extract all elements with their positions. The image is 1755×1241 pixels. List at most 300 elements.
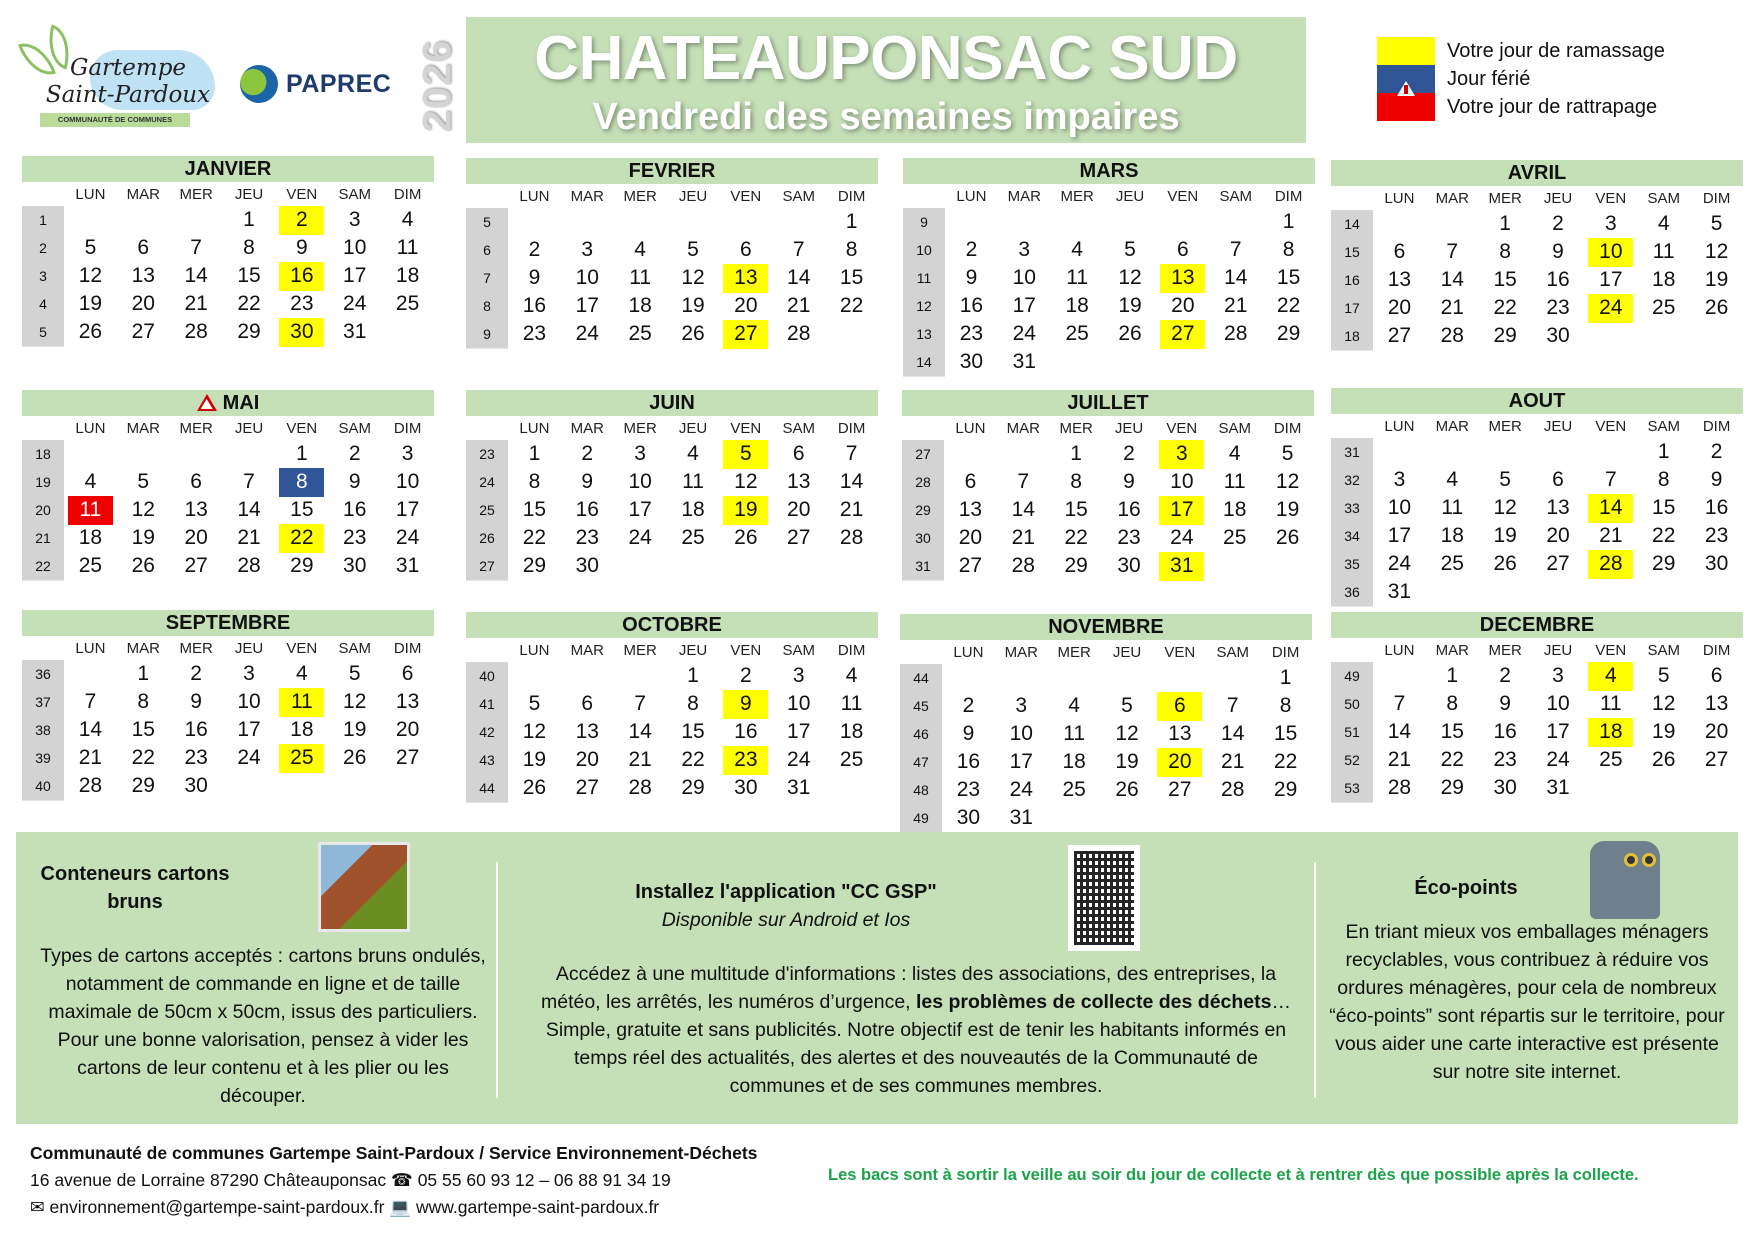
day-cell: 25 (279, 744, 324, 773)
day-cell: 23 (290, 292, 314, 315)
weekday-header-row (1331, 414, 1743, 438)
week-number: 6 (466, 236, 508, 265)
day-cell: 13 (1387, 268, 1412, 291)
day-cell: 4 (845, 664, 858, 687)
qr-code[interactable] (1068, 845, 1140, 951)
legend-label-collect: Votre jour de ramassage (1447, 40, 1665, 62)
day-cell: 27 (1546, 552, 1570, 575)
title-banner (466, 17, 1306, 143)
weekday-header-row (900, 640, 1312, 664)
day-cell: 18 (1652, 268, 1676, 291)
weekday-label: MER (179, 419, 213, 437)
month-aout (1331, 388, 1743, 606)
weekday-label: SAM (1647, 417, 1680, 435)
weekday-label: DIM (1702, 189, 1731, 207)
day-cell: 13 (131, 264, 155, 287)
weekday-label: LUN (956, 187, 987, 205)
weekday-label: MER (623, 419, 657, 437)
day-cell: 14 (1440, 268, 1464, 291)
week-number: 32 (1331, 466, 1373, 495)
week-row (466, 774, 878, 802)
day-cell (829, 552, 874, 581)
day-cell: 21 (78, 746, 103, 769)
weekday-label: MAR (1006, 419, 1040, 437)
week-row (22, 552, 434, 580)
day-cell (618, 552, 663, 581)
day-cell: 20 (575, 748, 599, 771)
week-row (1331, 438, 1743, 466)
week-row (466, 208, 878, 236)
day-cell: 5 (84, 236, 97, 259)
legend-swatch-collect (1377, 37, 1435, 65)
day-cell: 8 (687, 692, 699, 715)
weekday-label: MER (1057, 643, 1091, 661)
day-cell: 29 (1440, 776, 1464, 799)
day-cell: 5 (1710, 212, 1723, 235)
day-cell: 14 (78, 718, 103, 741)
week-row (22, 290, 434, 318)
day-cell (1105, 664, 1150, 693)
weekday-label: MER (1488, 641, 1522, 659)
footer-contact (30, 1140, 757, 1221)
day-cell: 19 (681, 294, 705, 317)
day-cell: 22 (1273, 750, 1298, 773)
carton-container-image (318, 842, 410, 932)
day-cell (1694, 578, 1739, 607)
day-cell: 10 (575, 266, 599, 289)
day-cell: 16 (1493, 720, 1517, 743)
weekday-label: SAM (338, 639, 371, 657)
weekday-label: MER (1059, 419, 1093, 437)
day-cell: 1 (1499, 212, 1511, 235)
day-cell (618, 662, 663, 691)
week-row (466, 552, 878, 580)
day-cell: 17 (1387, 524, 1412, 547)
day-cell: 22 (839, 294, 864, 317)
week-number: 19 (22, 468, 64, 497)
week-row (466, 690, 878, 718)
day-cell: 18 (290, 718, 314, 741)
day-cell: 22 (1064, 526, 1088, 549)
day-cell: 12 (1652, 692, 1676, 715)
day-cell: 30 (959, 350, 984, 373)
day-cell: 15 (237, 264, 261, 287)
weekday-label: JEU (1543, 417, 1573, 435)
week-row (1331, 774, 1743, 802)
day-cell: 22 (1276, 294, 1301, 317)
week-row (22, 524, 434, 552)
day-cell (1160, 348, 1205, 377)
day-cell (1483, 578, 1528, 607)
day-cell: 1 (137, 662, 150, 685)
day-cell (1377, 210, 1422, 239)
day-cell: 8 (1279, 694, 1292, 717)
day-cell: 3 (1159, 440, 1204, 469)
week-row (466, 468, 878, 496)
week-number: 46 (900, 720, 942, 749)
ecopoints-header (1396, 874, 1536, 902)
week-number: 8 (466, 292, 508, 321)
day-cell: 26 (131, 554, 155, 577)
weekday-label: LUN (75, 419, 106, 437)
day-cell: 21 (1599, 524, 1623, 547)
day-cell: 16 (575, 498, 599, 521)
week-row (903, 208, 1315, 236)
day-cell: 29 (1652, 552, 1676, 575)
weekday-label: SAM (1647, 189, 1680, 207)
day-cell: 22 (237, 292, 261, 315)
day-cell: 28 (628, 776, 652, 799)
week-row (1331, 690, 1743, 718)
weekday-label: MAR (126, 419, 160, 437)
day-cell: 6 (792, 442, 805, 465)
day-cell: 9 (190, 690, 202, 713)
day-cell: 23 (959, 322, 984, 345)
week-row (902, 524, 1314, 552)
day-cell: 17 (628, 498, 652, 521)
week-row (1331, 266, 1743, 294)
warning-icon (1397, 81, 1415, 101)
weekday-label: JEU (1115, 187, 1145, 205)
weekday-label: JEU (1543, 189, 1573, 207)
app-subtitle: Disponible sur Android et Ios (661, 909, 911, 931)
week-row (22, 688, 434, 716)
day-cell: 14 (1387, 720, 1412, 743)
weekday-label: MER (623, 187, 657, 205)
day-cell: 29 (237, 320, 261, 343)
weekday-label: MAR (1435, 641, 1469, 659)
weekday-label: DIM (393, 639, 422, 657)
week-row (22, 744, 434, 772)
weekday-label: MAR (1435, 417, 1469, 435)
day-cell: 14 (839, 470, 864, 493)
weekday-header-row (22, 182, 434, 206)
day-cell: 15 (1652, 496, 1676, 519)
week-row (1331, 662, 1743, 690)
day-cell: 26 (1704, 296, 1729, 319)
month-header: SEPTEMBRE (22, 610, 434, 636)
weekday-label: LUN (1384, 189, 1415, 207)
day-cell: 14 (628, 720, 652, 743)
paprec-logo: PAPREC (240, 64, 391, 104)
week-number: 30 (902, 524, 944, 553)
phone-icon: ☎ (391, 1170, 413, 1190)
day-cell: 10 (395, 470, 420, 493)
day-cell: 21 (1440, 296, 1464, 319)
week-number: 34 (1331, 522, 1373, 551)
day-cell: 9 (581, 470, 594, 493)
day-cell: 7 (792, 238, 805, 261)
day-cell (948, 440, 993, 469)
day-cell: 31 (395, 554, 420, 577)
day-cell: 23 (956, 778, 981, 801)
cartons-title-block (40, 860, 230, 916)
day-cell: 25 (78, 554, 103, 577)
day-cell: 4 (687, 442, 699, 465)
day-cell: 6 (1393, 240, 1406, 263)
day-cell: 6 (1177, 238, 1189, 261)
week-row (466, 746, 878, 774)
day-cell: 8 (137, 690, 150, 713)
week-number: 49 (900, 804, 942, 833)
day-cell: 18 (628, 294, 652, 317)
week-row (22, 206, 434, 234)
weekday-label: LUN (519, 187, 550, 205)
day-cell: 11 (1441, 496, 1464, 519)
week-number: 11 (903, 264, 945, 293)
day-cell: 5 (1121, 694, 1133, 717)
day-cell: 23 (522, 322, 547, 345)
day-cell: 26 (522, 776, 547, 799)
day-cell: 9 (965, 266, 978, 289)
day-cell: 2 (190, 662, 202, 685)
weekday-label: VEN (1595, 189, 1627, 207)
day-cell: 24 (1588, 294, 1633, 323)
day-cell (1588, 578, 1633, 607)
day-cell (1263, 804, 1308, 833)
weekday-label: VEN (1595, 417, 1627, 435)
week-number: 20 (22, 496, 64, 525)
day-cell: 26 (78, 320, 103, 343)
app-section-header (576, 878, 996, 934)
weekday-label: LUN (519, 641, 550, 659)
week-row (466, 496, 878, 524)
week-row (1331, 494, 1743, 522)
day-cell: 15 (290, 498, 314, 521)
day-cell: 10 (343, 236, 367, 259)
day-cell: 8 (279, 468, 324, 497)
day-cell: 21 (237, 526, 261, 549)
weekday-label: DIM (837, 419, 866, 437)
month-header: FEVRIER (466, 158, 878, 184)
day-cell (385, 772, 430, 801)
day-cell: 24 (1009, 778, 1033, 801)
day-cell: 13 (1160, 264, 1205, 293)
day-cell (1213, 208, 1258, 237)
day-cell: 10 (1387, 496, 1412, 519)
day-cell: 8 (1282, 238, 1295, 261)
day-cell: 28 (1221, 778, 1245, 801)
website-link[interactable]: www.gartempe-saint-pardoux.fr (415, 1197, 660, 1217)
day-cell: 5 (687, 238, 699, 261)
weekday-label: SAM (338, 185, 371, 203)
weekday-label: DIM (1702, 641, 1731, 659)
day-cell (565, 662, 610, 691)
weekday-label: VEN (1167, 187, 1199, 205)
day-cell (1694, 774, 1739, 803)
day-cell: 4 (296, 662, 308, 685)
week-number: 18 (22, 440, 64, 469)
day-cell (1052, 664, 1097, 693)
week-row (1331, 466, 1743, 494)
week-number: 38 (22, 716, 64, 745)
app-title: Installez l'application "CC GSP" (635, 881, 937, 903)
legend-label-catchup: Votre jour de rattrapage (1447, 96, 1658, 118)
weekday-header-row (902, 416, 1314, 440)
day-cell: 29 (1273, 778, 1298, 801)
day-cell: 27 (575, 776, 599, 799)
day-cell: 1 (296, 442, 308, 465)
day-cell: 28 (1011, 554, 1035, 577)
day-cell (1588, 438, 1633, 467)
weekday-label: VEN (286, 639, 318, 657)
month-header: AVRIL (1331, 160, 1743, 186)
day-cell (1213, 348, 1258, 377)
week-row (466, 662, 878, 690)
month-janvier (22, 156, 434, 346)
day-cell: 12 (131, 498, 155, 521)
day-cell: 26 (343, 746, 367, 769)
day-cell: 30 (184, 774, 208, 797)
day-cell: 22 (522, 526, 547, 549)
day-cell: 13 (787, 470, 811, 493)
week-row (1331, 238, 1743, 266)
day-cell: 15 (131, 718, 155, 741)
day-cell: 4 (84, 470, 97, 493)
footer-org: Communauté de communes Gartempe Saint-Pardoux / Service Environnement-Déchets (30, 1143, 758, 1163)
weekday-label: DIM (837, 187, 866, 205)
email-link[interactable]: environnement@gartempe-saint-pardoux.fr (49, 1197, 385, 1217)
day-cell: 26 (1275, 526, 1300, 549)
day-cell: 18 (839, 720, 864, 743)
legend-label-holiday: Jour férié (1447, 68, 1531, 90)
day-cell: 9 (962, 722, 975, 745)
weekday-header-row (22, 636, 434, 660)
day-cell: 24 (1546, 748, 1570, 771)
day-cell: 7 (845, 442, 858, 465)
week-number: 43 (466, 746, 508, 775)
week-row (1331, 746, 1743, 774)
week-number: 14 (903, 348, 945, 377)
page-title: CHATEAUPONSAC SUD (534, 24, 1238, 93)
day-cell: 7 (1017, 470, 1030, 493)
day-cell: 23 (723, 746, 768, 775)
day-cell (671, 552, 716, 581)
day-cell: 11 (682, 470, 704, 493)
month-mai (22, 390, 434, 580)
day-cell: 15 (1276, 266, 1301, 289)
day-cell: 21 (628, 748, 652, 771)
day-cell (723, 208, 768, 237)
week-row (22, 716, 434, 744)
day-cell: 3 (581, 238, 594, 261)
week-number: 21 (22, 524, 64, 553)
weekday-header-row (466, 184, 878, 208)
day-cell: 7 (1229, 238, 1242, 261)
day-cell: 4 (1588, 662, 1633, 691)
weekday-label: JEU (1543, 641, 1573, 659)
day-cell: 20 (958, 526, 983, 549)
weekday-label: JEU (1112, 643, 1142, 661)
month-header: AOUT (1331, 388, 1743, 414)
week-row (22, 318, 434, 346)
month-header: JUIN (466, 390, 878, 416)
day-cell: 24 (1170, 526, 1194, 549)
weekday-label: SAM (782, 187, 815, 205)
year-label: 2026 (415, 39, 460, 133)
week-number: 51 (1331, 718, 1373, 747)
day-cell: 29 (1493, 324, 1517, 347)
week-number: 40 (22, 772, 64, 801)
week-number: 45 (900, 692, 942, 721)
day-cell (1536, 438, 1581, 467)
day-cell: 15 (522, 498, 547, 521)
day-cell (1641, 578, 1686, 607)
weekday-header-row (22, 416, 434, 440)
week-row (903, 264, 1315, 292)
week-row (902, 468, 1314, 496)
day-cell: 30 (1493, 776, 1517, 799)
day-cell: 21 (184, 292, 208, 315)
weekday-label: VEN (1164, 643, 1196, 661)
week-row (900, 776, 1312, 804)
day-cell: 6 (137, 236, 150, 259)
day-cell: 13 (184, 498, 208, 521)
week-number: 5 (22, 318, 64, 347)
divider (1314, 862, 1316, 1098)
weekday-label: VEN (1166, 419, 1198, 437)
day-cell (829, 774, 874, 803)
weekday-label: SAM (782, 419, 815, 437)
ecopoint-bin-image (1590, 841, 1660, 919)
month-novembre (900, 614, 1312, 832)
day-cell: 12 (1275, 470, 1300, 493)
day-cell: 20 (1171, 294, 1195, 317)
day-cell: 19 (78, 292, 103, 315)
day-cell: 31 (1387, 580, 1412, 603)
weekday-label: DIM (393, 419, 422, 437)
day-cell: 29 (290, 554, 314, 577)
phone-numbers[interactable]: 05 55 60 93 12 – 06 88 91 34 19 (417, 1170, 671, 1190)
day-cell: 20 (395, 718, 420, 741)
day-cell: 7 (1605, 468, 1617, 491)
day-cell: 8 (1499, 240, 1511, 263)
day-cell: 17 (343, 264, 367, 287)
day-cell: 2 (581, 442, 594, 465)
day-cell (1641, 774, 1686, 803)
day-cell (174, 440, 219, 469)
day-cell: 31 (343, 320, 367, 343)
week-number: 3 (22, 262, 64, 291)
day-cell: 28 (1387, 776, 1412, 799)
day-cell: 26 (681, 322, 705, 345)
day-cell (68, 660, 113, 689)
day-cell (1210, 804, 1255, 833)
day-cell: 30 (1546, 324, 1570, 347)
day-cell: 17 (575, 294, 599, 317)
day-cell: 24 (395, 526, 420, 549)
week-row (466, 236, 878, 264)
day-cell: 2 (1710, 440, 1723, 463)
day-cell: 16 (184, 718, 208, 741)
week-row (22, 496, 434, 524)
week-number: 44 (466, 774, 508, 803)
weekday-label: SAM (1219, 187, 1252, 205)
day-cell: 25 (681, 526, 705, 549)
weekday-header-row (1331, 186, 1743, 210)
day-cell: 21 (1221, 750, 1245, 773)
day-cell: 19 (1652, 720, 1676, 743)
day-cell: 17 (395, 498, 420, 521)
weekday-label: LUN (953, 643, 984, 661)
day-cell (1265, 552, 1310, 581)
day-cell: 14 (1221, 722, 1245, 745)
weekday-label: JEU (1114, 419, 1144, 437)
day-cell: 27 (131, 320, 155, 343)
week-number: 40 (466, 662, 508, 691)
day-cell: 31 (1546, 776, 1570, 799)
day-cell: 10 (1546, 692, 1570, 715)
